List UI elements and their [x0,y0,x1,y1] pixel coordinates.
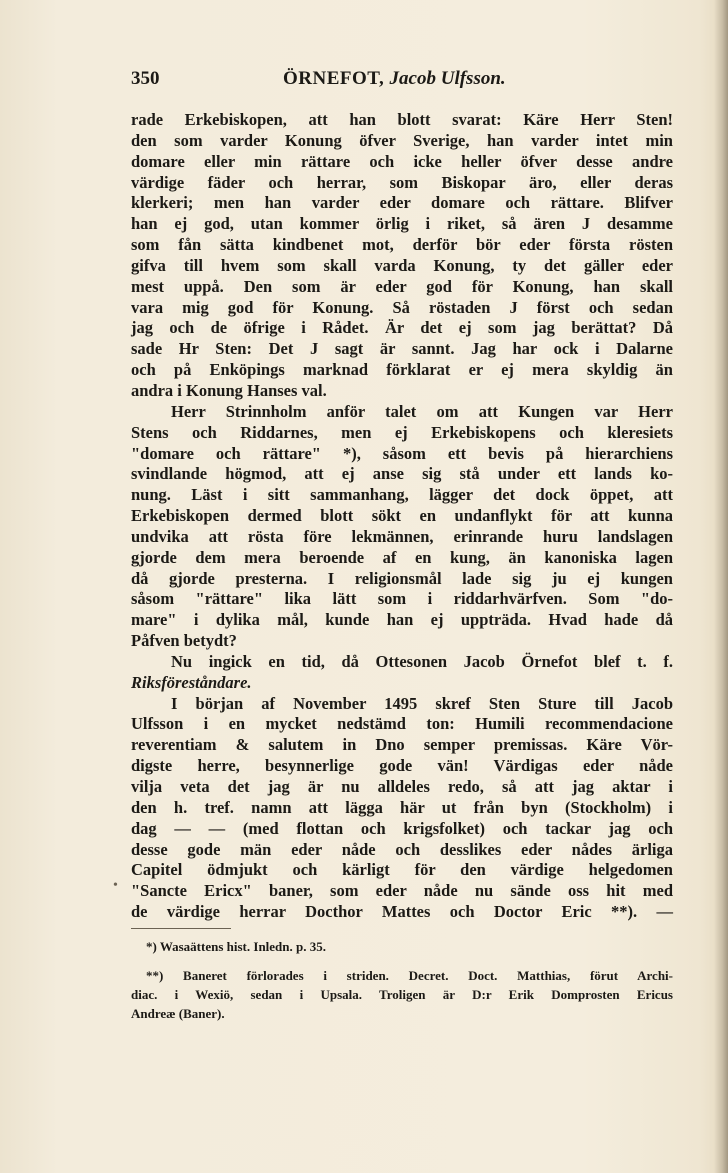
body-text [131,110,673,923]
text-line: vilja veta det jag är nu alldeles redo, så att jag aktar i [131,777,673,796]
paragraph-start-line: I början af November 1495 skref Sten Sture till Jacob [171,693,673,713]
text-line: såsom "rättare" lika lätt som i riddarhvärfven. Som "do- [131,589,673,609]
footnotes [131,937,673,1023]
page-header [131,68,671,98]
text-line: dag — — (med flottan och krigsfolket) och tackar jag och [131,818,673,838]
running-head [283,68,506,90]
text-line: som fån sätta kindbenet mot, derför bör eder första rösten [131,235,673,255]
text-line: nung. Läst i sitt sammanhang, lägger det dock öppet, att [131,485,673,505]
footnote-2-line: diac. i Wexiö, sedan i Upsala. Troligen är D:r Erik Domprosten Ericus [131,987,673,1002]
paragraph-start-line: Nu ingick en tid, då Ottesonen Jacob Örnefot blef t. f. [171,651,673,671]
text-line: och på Enköpings marknad förklarat er ej mera skyldig än [131,360,673,380]
text-line: sade Hr Sten: Det J sagt är sannt. Jag har ock i Dalarne [131,339,673,359]
text-line: gjorde dem mera beroende af en kung, än kanoniska lagen [131,547,673,567]
text-line: mest uppå. Den som är eder god för Konung, han skall [131,276,673,296]
footnote-2-line: **) Baneret förlorades i striden. Decret. Doct. Matthias, förut Archi- [146,968,673,983]
page-number: 350 [131,68,160,89]
text-line: de värdige herrar Docthor Mattes och Doctor Eric **). — [131,902,673,922]
text-line: Påfven betydt? [131,631,237,651]
text-line: "domare och rättare" *), såsom ett bevis på hierarchiens [131,443,673,463]
text-line: Erkebiskopen dermed blott sökt en undanflykt för att kunna [131,506,673,526]
text-line: värdige fäder och herrar, som Biskopar äro, eller deras [131,172,673,192]
text-line: rade Erkebiskopen, att han blott svarat: Käre Herr Sten! [131,110,673,129]
text-line: klerkeri; men han varder eder domare och rättare. Blifver [131,193,673,213]
text-line: svindlande högmod, att ej anse sig stå under ett lands ko- [131,464,673,484]
text-line: jag och de öfrige i Rådet. Är det ej som jag berättat? Då [131,318,673,338]
text-line: domare eller min rättare och icke heller öfver desse andre [131,151,673,171]
margin-mark: • [113,878,118,893]
footnote-rule [131,928,231,929]
text-line: vara mig god för Konung. Så röstaden J först och sedan [131,297,673,317]
text-line: Stens och Riddarnes, men ej Erkebiskopens och kleresiets [131,422,673,442]
text-line: "Sancte Ericx" baner, som eder nåde nu sände oss hit med [131,881,673,901]
text-line: Ulfsson i en mycket nedstämd ton: Humili recommendacione [131,714,673,734]
text-line: då gjorde presterna. I religionsmål lade sig ju ej kungen [131,568,673,588]
footnote-2-line: Andreæ (Baner). [131,1006,225,1021]
text-line: digste herre, besynnerlige gode vän! Värdigas eder nåde [131,756,673,776]
text-line: gifva till hvem som skall varda Konung, ty det gäller eder [131,255,673,275]
text-line: han ej god, utan kommer örlig i riket, så ären J desamme [131,214,673,234]
text-line: desse gode män eder nåde och desslikes eder nådes ärliga [131,839,673,859]
text-line-italic: Riksföreståndare. [131,672,252,692]
text-line: den h. tref. namn att lägga här ut från byn (Stockholm) i [131,797,673,817]
paragraph-start-line: Herr Strinnholm anför talet om att Kungen var Herr [171,401,673,421]
running-head-lead: ÖRNEFOT, [283,68,390,89]
text-line: mare" i dylika mål, kunde han ej uppträda. Hvad hade då [131,610,673,630]
text-line: reverentiam & salutem in Dno semper premissas. Käre Vör- [131,735,673,755]
running-head-name: Jacob Ulfsson. [389,68,506,89]
text-line: andra i Konung Hanses val. [131,380,327,400]
text-line: Capitel ödmjukt och kärligt för den värdige helgedomen [131,860,673,880]
text-line: undvika att rösta före lekmännen, erinrande huru landslagen [131,526,673,546]
text-line: den som varder Konung öfver Sverige, han varder intet min [131,130,673,150]
footnote-1: *) Wasaättens hist. Inledn. p. 35. [146,939,326,954]
page-edge-shadow [714,0,728,1173]
